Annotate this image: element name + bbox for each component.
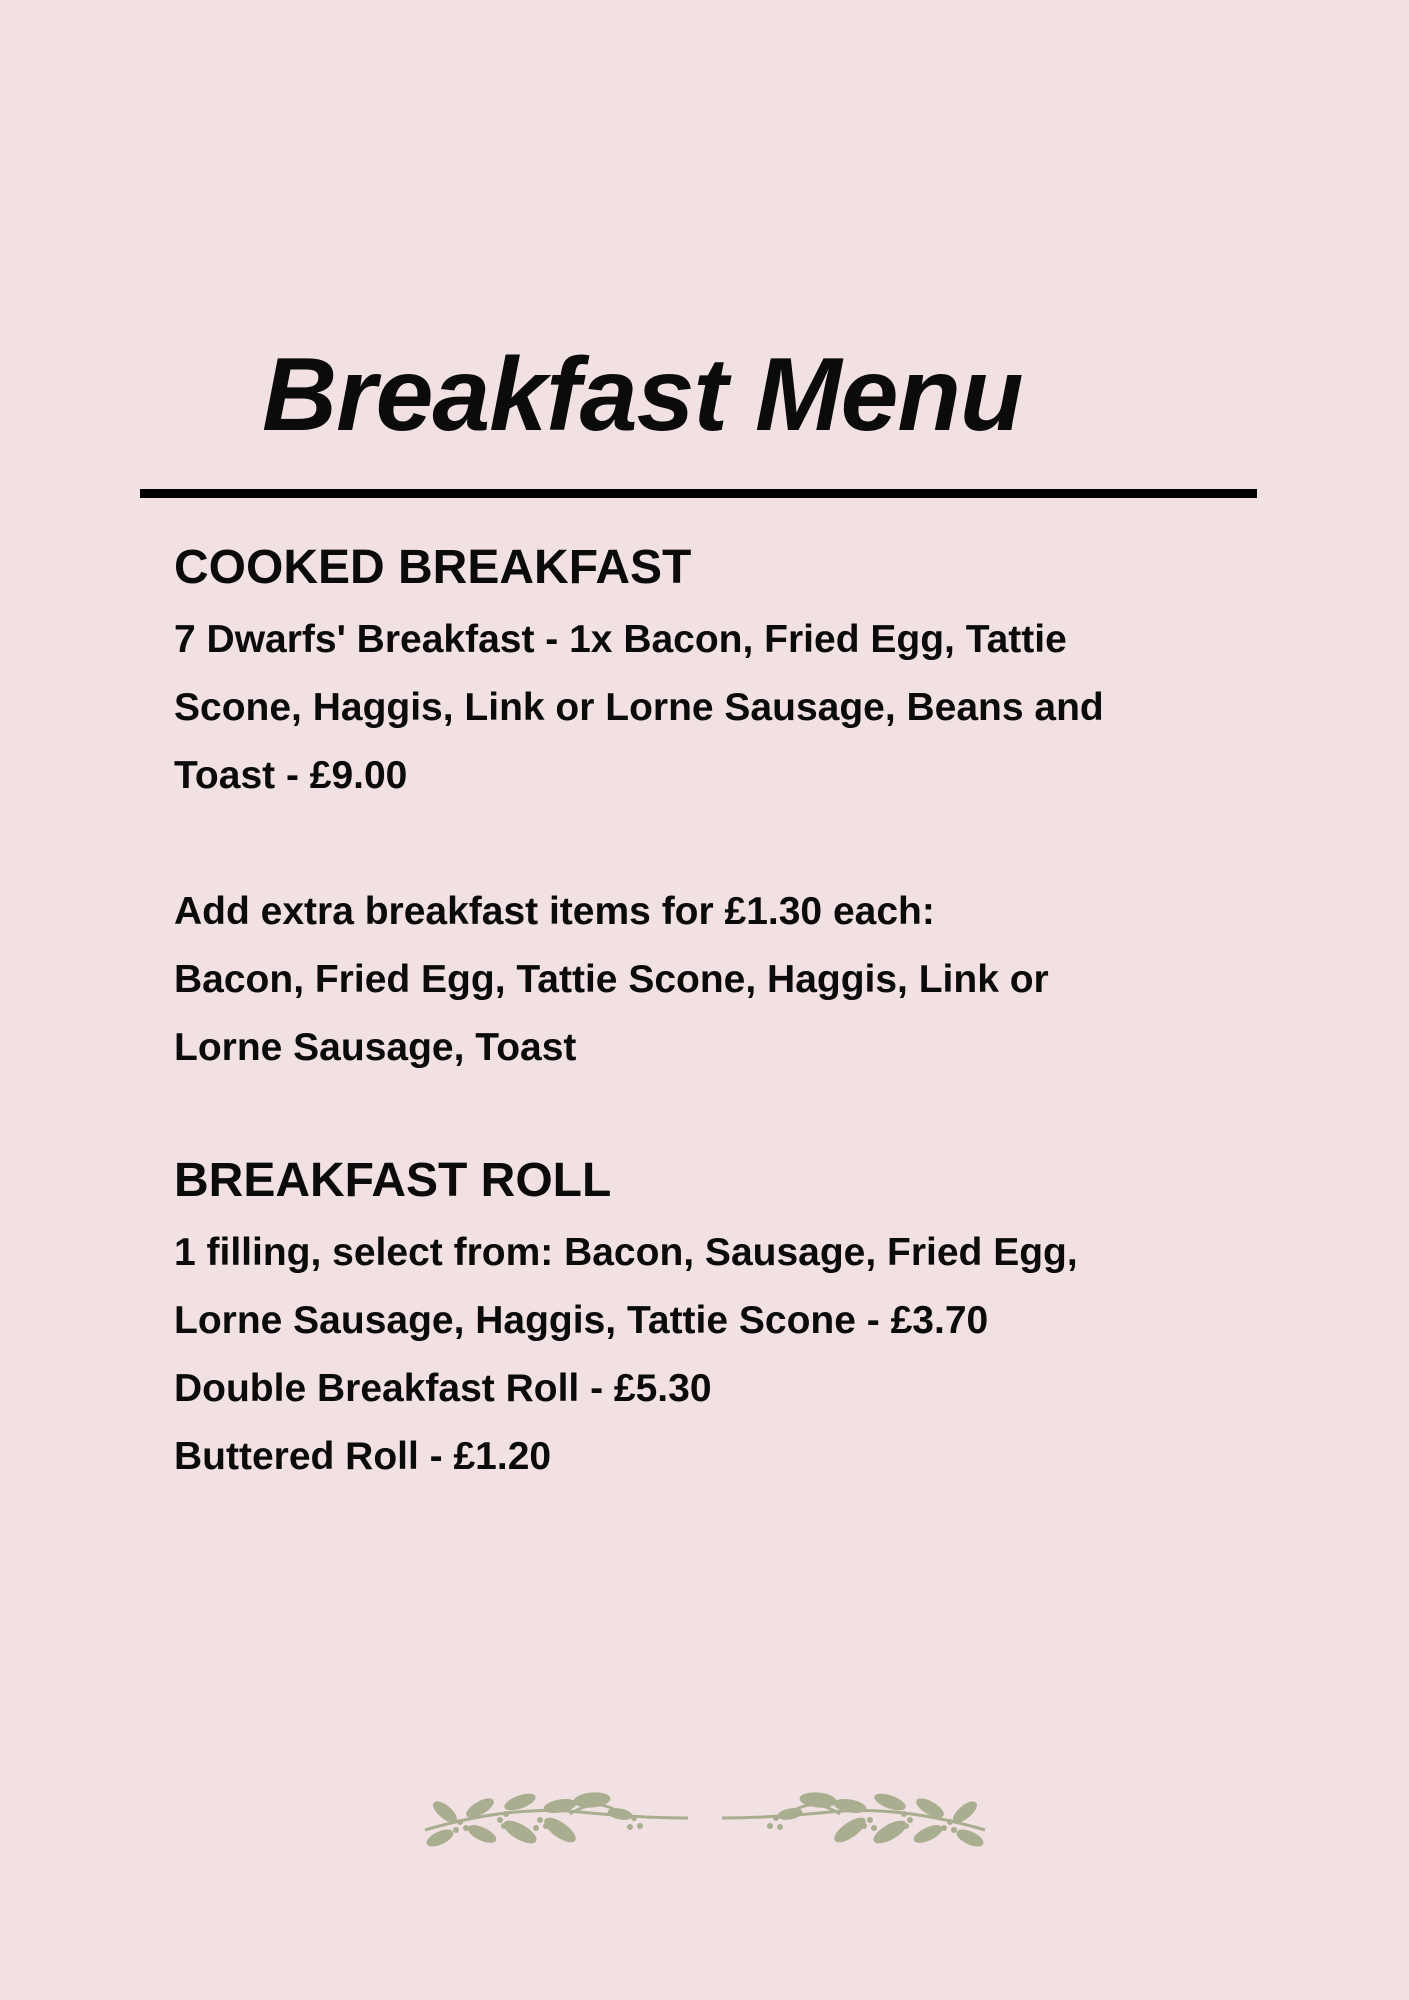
menu-item-seven-dwarfs-breakfast [174, 606, 1284, 810]
text-line: Lorne Sausage, Toast [174, 1026, 577, 1069]
text-line: Add extra breakfast items for £1.30 each: [174, 890, 935, 933]
menu-content [174, 536, 1284, 1491]
text-line: Double Breakfast Roll - £5.30 [174, 1367, 712, 1410]
laurel-branch-icon [420, 1770, 990, 1870]
menu-item-breakfast-roll [174, 1219, 1284, 1491]
text-line: Toast - £9.00 [174, 754, 408, 797]
section-heading: COOKED BREAKFAST [174, 541, 692, 594]
title-divider [140, 489, 1257, 498]
text-line: 1 filling, select from: Bacon, Sausage, Fried Egg, [174, 1231, 1078, 1274]
section-cooked-breakfast [174, 536, 1284, 1082]
text-line: Bacon, Fried Egg, Tattie Scone, Haggis, Link or [174, 958, 1049, 1001]
text-line: Buttered Roll - £1.20 [174, 1435, 552, 1478]
menu-title: Breakfast Menu [262, 337, 1023, 453]
text-line: Scone, Haggis, Link or Lorne Sausage, Beans and [174, 686, 1104, 729]
text-line: Lorne Sausage, Haggis, Tattie Scone - £3.70 [174, 1299, 989, 1342]
section-heading: BREAKFAST ROLL [174, 1154, 612, 1207]
extras-note [174, 878, 1284, 1082]
section-breakfast-roll [174, 1149, 1284, 1491]
text-line: 7 Dwarfs' Breakfast - 1x Bacon, Fried Egg, Tattie [174, 618, 1067, 661]
